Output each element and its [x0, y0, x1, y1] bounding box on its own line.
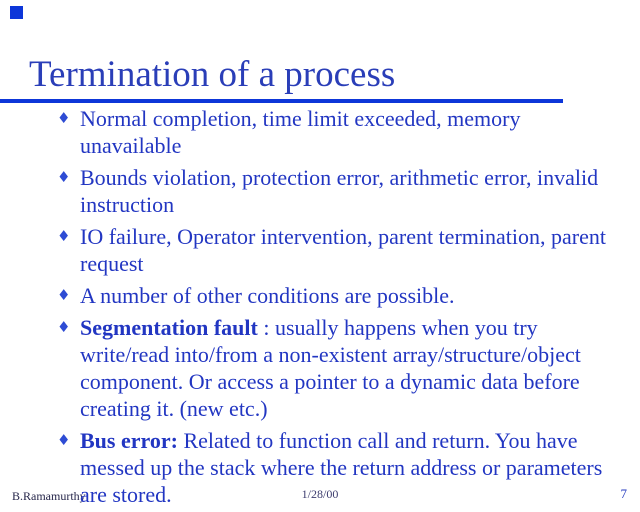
bullet-body-2: Bounds violation, protection error, arithmetic error, invalid instruction [80, 165, 599, 217]
diamond-bullet-icon: ♦ [57, 168, 71, 186]
diamond-bullet-icon: ♦ [57, 286, 71, 304]
bullet-item-6 [57, 427, 617, 508]
diamond-bullet-icon: ♦ [57, 431, 71, 449]
bullet-text-6 [80, 427, 617, 508]
bullet-item-1 [57, 105, 617, 159]
bullet-item-4 [57, 282, 617, 309]
diamond-bullet-icon: ♦ [57, 109, 71, 127]
bullet-text-5 [80, 314, 617, 422]
bullet-text-2 [80, 164, 617, 218]
footer-date: 1/28/00 [301, 487, 339, 501]
bullet-bold-6: Bus error: [80, 428, 178, 453]
footer-page-number: 7 [620, 486, 627, 501]
bullet-body-3: IO failure, Operator intervention, parent termination, parent request [80, 224, 606, 276]
slide-title: Termination of a process [29, 54, 396, 95]
bullet-body-5: : usually happens when you try write/read into/from a non-existent array/structure/object component. Or access a pointer to a dynamic data before creating it. (new etc.) [80, 315, 581, 421]
bullet-item-5 [57, 314, 617, 422]
bullet-bold-5: Segmentation fault [80, 315, 258, 340]
bullet-text-3 [80, 223, 617, 277]
bullet-list [57, 105, 617, 512]
bullet-body-1: Normal completion, time limit exceeded, memory unavailable [80, 106, 521, 158]
bullet-item-2 [57, 164, 617, 218]
corner-square-decoration-icon [10, 6, 23, 19]
bullet-body-4: A number of other conditions are possible. [80, 283, 455, 308]
bullet-body-6: Related to function call and return. You have messed up the stack where the return address or parameters are stored. [80, 428, 603, 507]
footer-author: B.Ramamurthy [12, 489, 86, 503]
bullet-text-1 [80, 105, 617, 159]
diamond-bullet-icon: ♦ [57, 227, 71, 245]
bullet-text-4 [80, 282, 617, 309]
bullet-item-3 [57, 223, 617, 277]
diamond-bullet-icon: ♦ [57, 318, 71, 336]
title-underline-divider [0, 99, 563, 103]
